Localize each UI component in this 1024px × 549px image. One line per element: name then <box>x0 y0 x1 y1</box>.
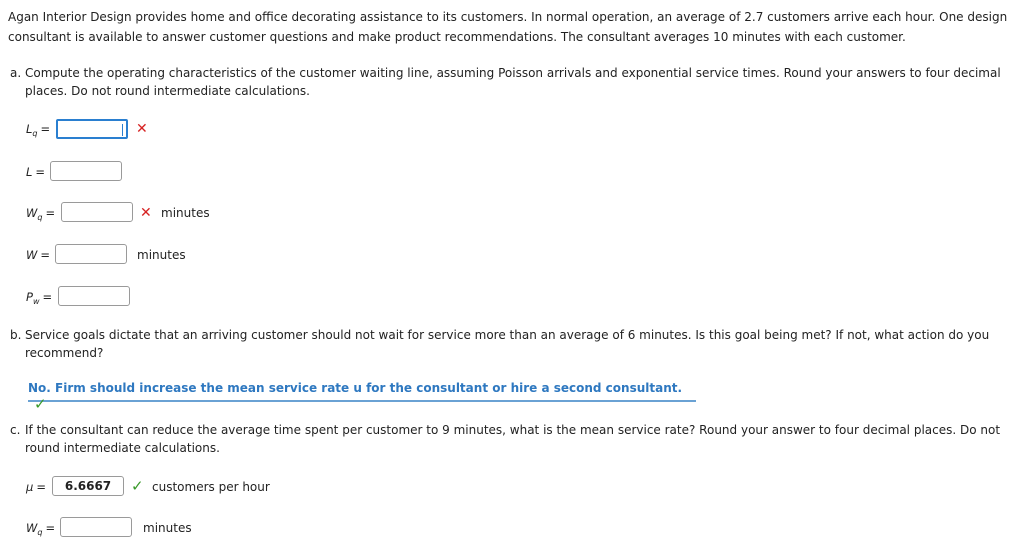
wq-c-unit: minutes <box>143 521 192 535</box>
part-b-correct-icon: ✓ <box>34 395 47 413</box>
part-a-text-2: places. Do not round intermediate calculations. <box>25 84 310 98</box>
pw-sub: w <box>32 297 40 306</box>
mu-unit: customers per hour <box>152 480 270 494</box>
pw-var: P <box>26 290 33 304</box>
part-c-question <box>10 421 1010 457</box>
part-a-label: a. <box>10 66 22 80</box>
l-var: L <box>26 165 33 179</box>
wq-input[interactable] <box>61 202 133 222</box>
part-c-text-1: If the consultant can reduce the average time spent per customer to 9 minutes, what is the mean service rate? Round your answer to four decimal places. Do not <box>25 423 1001 437</box>
lq-equals: = <box>40 122 51 136</box>
lq-label <box>26 121 50 142</box>
part-a-question <box>10 64 1010 100</box>
mu-correct-icon: ✓ <box>131 477 144 495</box>
lq-var: L <box>26 122 33 136</box>
pw-input[interactable] <box>58 286 130 306</box>
wq-sub: q <box>37 213 43 222</box>
part-c-text-2: round intermediate calculations. <box>25 441 220 455</box>
pw-equals: = <box>42 290 53 304</box>
wq-c-input[interactable] <box>60 517 132 537</box>
mu-label <box>26 479 46 495</box>
part-b-text-2: recommend? <box>25 346 104 360</box>
mu-input[interactable]: 6.6667 <box>52 476 124 496</box>
part-b-answer-text: No. Firm should increase the mean service rate u for the consultant or hire a second consultant. <box>28 381 683 395</box>
mu-equals: = <box>36 480 46 494</box>
part-b-label: b. <box>10 328 22 342</box>
w-var: W <box>26 248 38 262</box>
pw-label <box>26 289 52 310</box>
lq-sub: q <box>32 129 38 138</box>
wq-c-equals: = <box>45 521 56 535</box>
lq-incorrect-icon: ✕ <box>136 121 148 137</box>
w-label <box>26 247 50 263</box>
part-c-label: c. <box>10 423 21 437</box>
wq-unit: minutes <box>161 206 210 220</box>
problem-intro <box>8 7 1013 47</box>
lq-input[interactable] <box>56 119 128 139</box>
wq-c-sub: q <box>37 528 43 537</box>
wq-c-var: W <box>26 521 38 535</box>
wq-var: W <box>26 206 38 220</box>
text-caret <box>122 124 123 136</box>
mu-var: μ <box>26 480 34 494</box>
intro-line-2: consultant is available to answer customer questions and make product recommendations. The consultant averages 10 minutes with each customer. <box>8 30 906 44</box>
w-equals: = <box>40 248 51 262</box>
part-b-answer-select[interactable] <box>28 380 696 413</box>
wq-incorrect-icon: ✕ <box>140 205 152 221</box>
wq-equals: = <box>45 206 56 220</box>
part-b-question <box>10 326 1010 362</box>
w-input[interactable] <box>55 244 127 264</box>
intro-line-1: Agan Interior Design provides home and office decorating assistance to its customers. In normal operation, an average of 2.7 customers arrive each hour. One design <box>8 10 1008 24</box>
wq-c-label <box>26 520 55 541</box>
w-unit: minutes <box>137 248 186 262</box>
part-b-text-1: Service goals dictate that an arriving customer should not wait for service more than an average of 6 minutes. Is this goal being met? If not, what action do you <box>25 328 990 342</box>
wq-label <box>26 205 55 226</box>
l-label <box>26 164 45 180</box>
part-a-text-1: Compute the operating characteristics of the customer waiting line, assuming Poisson arrivals and exponential service times. Round your answers to four decimal <box>25 66 1001 80</box>
l-input[interactable] <box>50 161 122 181</box>
l-equals: = <box>35 165 46 179</box>
